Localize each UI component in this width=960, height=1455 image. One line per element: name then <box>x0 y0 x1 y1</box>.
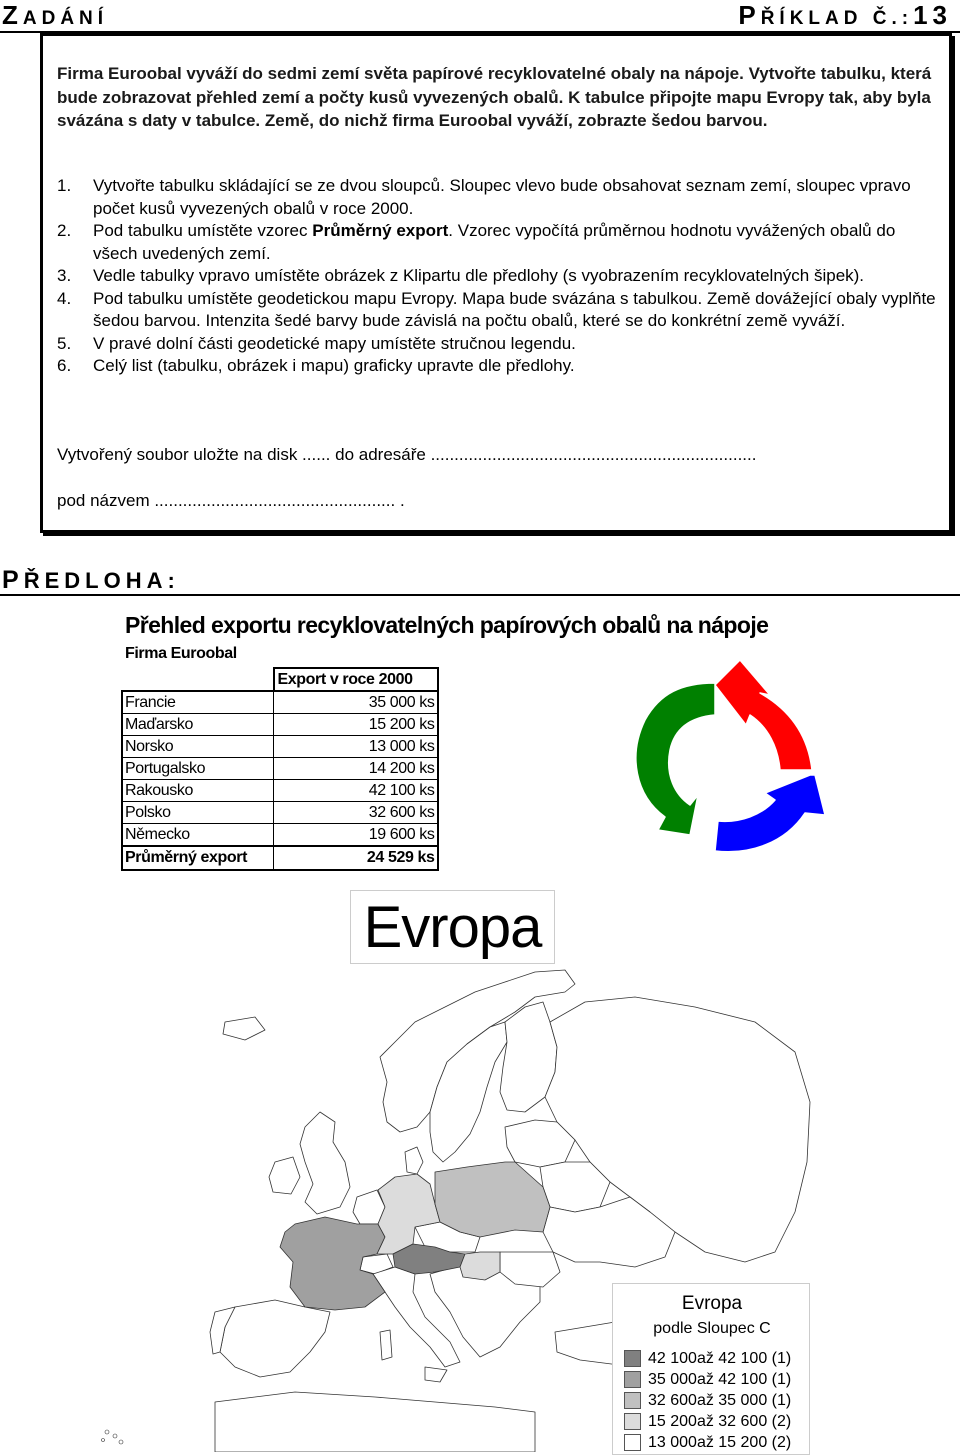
filename-instruction: pod názvem ................................................... . <box>57 491 405 510</box>
heading-rest: ADÁNÍ <box>22 8 109 29</box>
table-row: Francie 35 000 ks <box>122 691 438 714</box>
table-row: Maďarsko 15 200 ks <box>122 714 438 736</box>
average-label: Průměrný export <box>122 846 274 870</box>
example-number: 13 <box>913 0 952 30</box>
legend-item: 32 600až 35 000 (1) <box>624 1390 791 1411</box>
legend-swatch <box>624 1371 641 1388</box>
average-row <box>122 846 438 870</box>
average-value: 24 529 ks <box>274 846 438 870</box>
formula-name: Průměrný export <box>312 221 449 240</box>
task-steps <box>57 175 937 378</box>
legend-item: 15 200až 32 600 (2) <box>624 1411 791 1432</box>
legend-item: 42 100až 42 100 (1) <box>624 1348 791 1369</box>
task-step: 4. Pod tabulku umístěte geodetickou mapu Evropy. Mapa bude svázána s tabulkou. Země dovážející obaly vyplňte šedou barvou. Intenzita šedé barvy bude závislá na počtu obalů, které se do konkrétní země vyváží. <box>57 288 936 330</box>
table-row: Norsko 13 000 ks <box>122 736 438 758</box>
map-legend <box>612 1283 810 1455</box>
table-row: Portugalsko 14 200 ks <box>122 758 438 780</box>
legend-swatch <box>624 1392 641 1409</box>
task-step: 6. Celý list (tabulku, obrázek i mapu) graficky upravte dle předlohy. <box>57 356 575 375</box>
template-rule <box>0 594 960 596</box>
save-instruction: Vytvořený soubor uložte na disk ...... do adresáře ..................................................................... <box>57 445 757 464</box>
legend-swatch <box>624 1434 641 1451</box>
template-heading: PŘEDLOHA: <box>2 566 180 594</box>
column-header: Export v roce 2000 <box>274 668 438 691</box>
task-step: 1. Vytvořte tabulku skládající se ze dvou sloupců. Sloupec vlevo bude obsahovat seznam zemí, sloupec vpravo počet kusů vyvezených obalů v roce 2000. <box>57 176 911 218</box>
task-step: 2. Pod tabulku umístěte vzorec Průměrný export. Vzorec vypočítá průměrnou hodnotu vyvážených obalů do všech uvedených zemí. <box>57 221 896 263</box>
table-row: Německo 19 600 ks <box>122 824 438 847</box>
red-arrow <box>715 660 812 770</box>
legend-swatch <box>624 1350 641 1367</box>
task-box <box>40 33 952 533</box>
map-denmark <box>405 1147 423 1174</box>
example-number-heading <box>738 0 952 30</box>
recycle-arrows-icon <box>620 655 830 865</box>
map-sicily <box>425 1367 447 1382</box>
green-arrow <box>636 683 715 835</box>
task-step: 5. V pravé dolní části geodetické mapy umístěte stručnou legendu. <box>57 333 576 353</box>
table-header-row <box>122 668 438 691</box>
map-ireland <box>269 1157 300 1194</box>
export-table <box>121 667 439 871</box>
map-poland <box>435 1162 550 1237</box>
heading-initial: Z <box>2 0 23 30</box>
table-row: Rakousko 42 100 ks <box>122 780 438 802</box>
company-name: Firma Euroobal <box>125 645 237 662</box>
map-north-africa <box>215 1392 535 1452</box>
legend-swatch <box>624 1413 641 1430</box>
example-label: ŘÍKLAD Č.: <box>760 8 914 29</box>
blue-arrow <box>715 775 825 852</box>
map-title: Evropa <box>350 890 555 964</box>
map-canary-islands <box>102 1430 124 1444</box>
map-uk <box>300 1112 350 1214</box>
assignment-heading <box>2 0 108 30</box>
map-spain <box>220 1300 330 1377</box>
legend-title: Evropa <box>681 1293 743 1314</box>
sheet-title: Přehled exportu recyklovatelných papírových obalů na nápoje <box>125 612 769 638</box>
example-initial: P <box>738 0 761 30</box>
map-iceland <box>223 1017 265 1040</box>
legend-items <box>624 1348 791 1453</box>
map-sardinia <box>380 1330 392 1360</box>
legend-subtitle: podle Sloupec C <box>653 1320 771 1337</box>
legend-item: 13 000až 15 200 (2) <box>624 1432 791 1453</box>
task-intro: Firma Euroobal vyváží do sedmi zemí světa papírové recyklovatelné obaly na nápoje. Vytvořte tabulku, která bude zobrazovat přehled zemí a počty kusů vyvezených obalů. K tabulce připojte mapu Evropy tak, aby byla svázána s daty v tabulce. Země, do nichž firma Euroobal vyváží, zobrazte šedou barvou. <box>57 64 932 130</box>
table-row: Polsko 32 600 ks <box>122 802 438 824</box>
task-step: 3. Vedle tabulky vpravo umístěte obrázek z Klipartu dle předlohy (s vyobrazením recyklovatelných šipek). <box>57 266 865 285</box>
legend-item: 35 000až 42 100 (1) <box>624 1369 791 1390</box>
